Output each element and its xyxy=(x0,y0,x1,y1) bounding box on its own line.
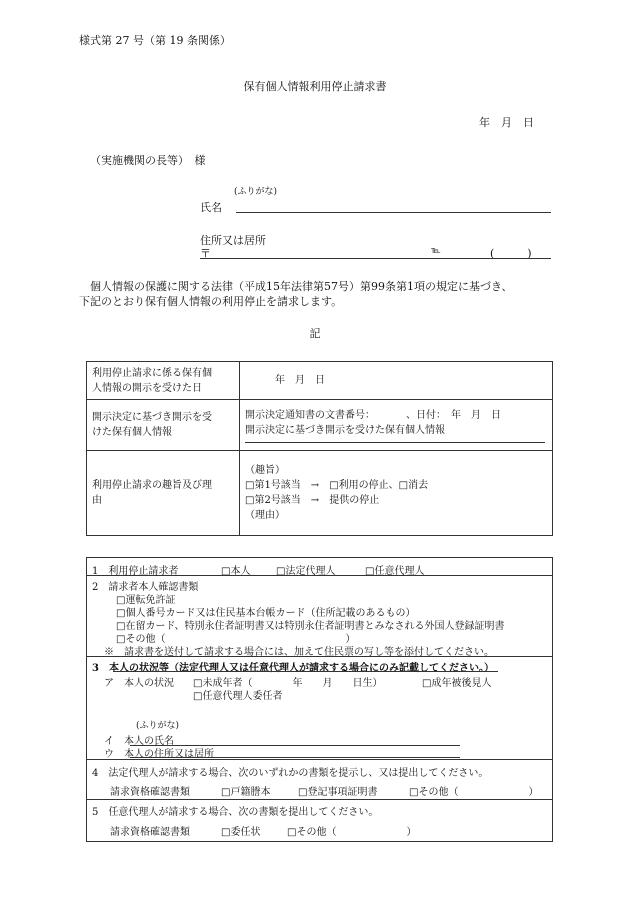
section4-docs-label: 請求資格確認書類 xyxy=(110,787,190,798)
voluntary-doc-power-of-attorney[interactable]: □委任状 xyxy=(221,827,261,838)
applicant-name-field[interactable] xyxy=(236,212,551,213)
date-field[interactable]: 年 月 日 xyxy=(479,116,534,129)
legal-doc-family-register[interactable]: □戸籍謄本 xyxy=(221,787,271,798)
purpose-label: （趣旨） xyxy=(245,465,285,476)
row3-label: 利用停止請求の趣旨及び理 由 xyxy=(87,451,240,536)
option-clause1[interactable]: □第1号該当 → □利用の停止、□消去 xyxy=(245,480,429,491)
section5-title: 5 任意代理人が請求する場合、次の書類を提出してください。 xyxy=(92,807,379,818)
requester-self-checkbox[interactable]: □本人 xyxy=(221,566,251,577)
section5-docs-label: 請求資格確認書類 xyxy=(110,827,190,838)
form-number: 様式第 27 号（第 19 条関係） xyxy=(79,34,231,47)
body-line-2: 下記のとおり保有個人情報の利用停止を請求します。 xyxy=(79,295,343,308)
id-doc-residence-card[interactable]: □在留カード、特別永住者証明書又は特別永住者証明書とみなされる外国人登録証明書 xyxy=(116,621,505,632)
requester-details-box xyxy=(86,557,553,842)
section3-title: 3 本人の状況等（法定代理人又は任意代理人が請求する場合にのみ記載してください。） xyxy=(92,663,494,674)
row1-label: 利用停止請求に係る保有個 人情報の開示を受けた日 xyxy=(87,362,240,400)
page-title: 保有個人情報利用停止請求書 xyxy=(243,80,387,93)
applicant-address-label: 住所又は居所 xyxy=(200,234,266,247)
section1-title: 1 利用停止請求者 xyxy=(92,566,179,577)
voluntary-doc-other[interactable]: □その他（ ） xyxy=(287,827,417,838)
row2-value-cell[interactable] xyxy=(240,400,553,451)
disclosure-date[interactable]: 年 月 日 xyxy=(275,375,325,386)
ki-heading: 記 xyxy=(309,327,321,340)
section2-title: 2 請求者本人確認書類 xyxy=(92,582,199,593)
disclosed-info-field[interactable] xyxy=(245,442,545,443)
row2-label: 開示決定に基づき開示を受 けた保有個人情報 xyxy=(87,400,240,451)
status-delegator-checkbox[interactable]: □任意代理人委任者 xyxy=(193,691,283,702)
status-adult-guardian-checkbox[interactable]: □成年被後見人 xyxy=(422,678,492,689)
legal-doc-registry-certificate[interactable]: □登記事項証明書 xyxy=(298,787,378,798)
request-table xyxy=(86,361,553,536)
row1-value-cell[interactable] xyxy=(240,362,553,400)
legal-doc-other[interactable]: □その他（ ） xyxy=(409,787,539,798)
postal-mark: 〒 xyxy=(200,247,211,260)
option-clause2[interactable]: □第2号該当 → 提供の停止 xyxy=(245,495,380,506)
reason-label: （理由） xyxy=(245,510,285,521)
requester-voluntary-checkbox[interactable]: □任意代理人 xyxy=(365,566,425,577)
disclosed-info-label: 開示決定に基づき開示を受けた保有個人情報 xyxy=(245,424,445,436)
tel-label: ℡ xyxy=(431,246,441,256)
row3-value-cell[interactable] xyxy=(240,451,553,536)
applicant-name-label: 氏名 xyxy=(200,201,222,214)
doc-number-label: 開示決定通知書の文書番号： xyxy=(245,409,370,421)
status-label: ア 本人の状況 xyxy=(104,678,174,689)
section4-title: 4 法定代理人が請求する場合、次のいずれかの書類を提示し、又は提出してください。 xyxy=(92,768,489,779)
applicant-furigana-label: (ふりがな) xyxy=(234,187,278,197)
body-line-1: 個人情報の保護に関する法律（平成15年法律第57号）第99条第1項の規定に基づき、 xyxy=(90,280,513,293)
principal-address-label: ウ 本人の住所又は居所 xyxy=(104,749,214,760)
doc-date[interactable]: 、日付： 年 月 日 xyxy=(406,409,501,421)
section2-note: ※ 請求書を送付して請求する場合には、加えて住民票の写し等を添付してください。 xyxy=(104,647,494,658)
addressee: （実施機関の長等） 様 xyxy=(90,154,206,167)
applicant-address-field[interactable] xyxy=(200,258,551,259)
id-doc-other[interactable]: □その他（ ） xyxy=(116,634,356,645)
requester-legal-checkbox[interactable]: □法定代理人 xyxy=(276,566,336,577)
principal-name-label: イ 本人の氏名 xyxy=(104,736,174,747)
tel-paren: ( ) xyxy=(490,247,532,260)
id-doc-mynumber[interactable]: □個人番号カード又は住民基本台帳カード（住所記載のあるもの） xyxy=(116,608,416,619)
status-minor-checkbox[interactable]: □未成年者（ 年 月 日生） xyxy=(193,678,383,689)
principal-furigana-label: (ふりがな) xyxy=(136,721,180,731)
principal-address-field[interactable] xyxy=(130,757,460,758)
id-doc-license[interactable]: □運転免許証 xyxy=(116,595,176,606)
